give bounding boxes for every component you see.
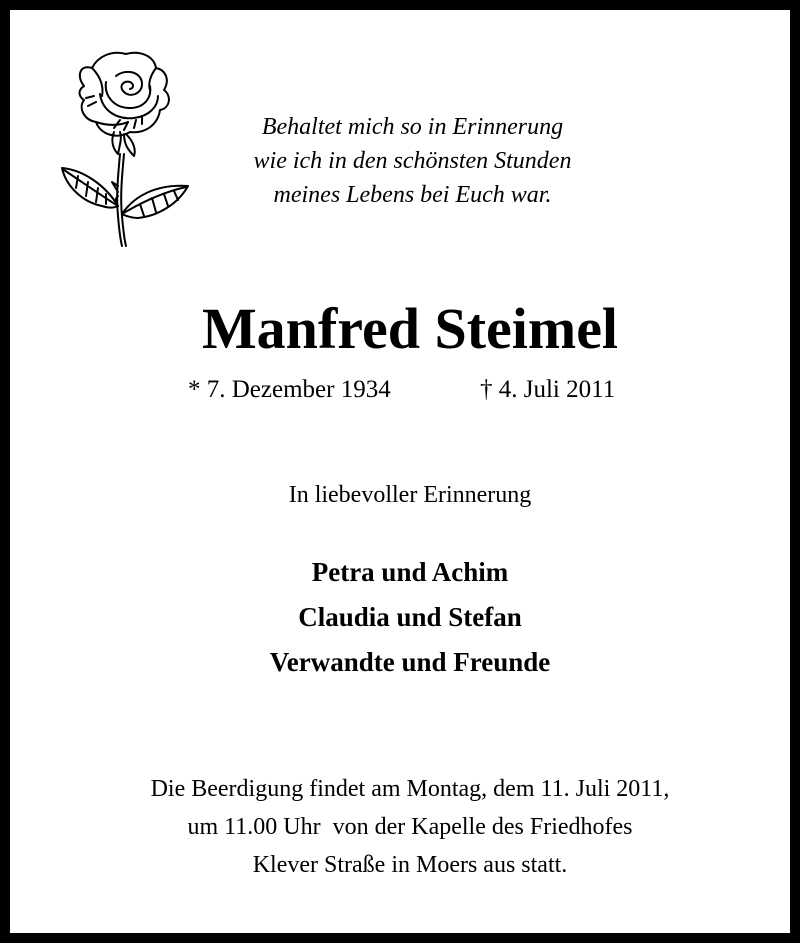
- mourner-name: Claudia und Stefan: [298, 602, 522, 632]
- memory-line: In liebevoller Erinnerung: [288, 482, 532, 508]
- motto-verse: [200, 110, 625, 212]
- rose-icon: [54, 46, 194, 248]
- deceased-name: Manfred Steimel: [201, 296, 619, 361]
- birth-date: * 7. Dezember 1934: [188, 376, 391, 403]
- motto-line: Behaltet mich so in Erinnerung: [261, 114, 564, 140]
- motto-line: wie ich in den schönsten Stunden: [253, 148, 572, 174]
- funeral-details: [10, 770, 800, 884]
- funeral-line: Klever Straße in Moers aus statt.: [252, 852, 568, 878]
- death-date: † 4. Juli 2011: [480, 376, 616, 403]
- funeral-line: Die Beerdigung findet am Montag, dem 11. Juli 2011,: [150, 776, 670, 802]
- mourners-list: [10, 550, 800, 685]
- funeral-line: um 11.00 Uhr von der Kapelle des Friedhofes: [187, 814, 633, 840]
- mourner-name: Petra und Achim: [311, 557, 509, 587]
- motto-line: meines Lebens bei Euch war.: [273, 182, 552, 208]
- mourner-name: Verwandte und Freunde: [269, 647, 551, 677]
